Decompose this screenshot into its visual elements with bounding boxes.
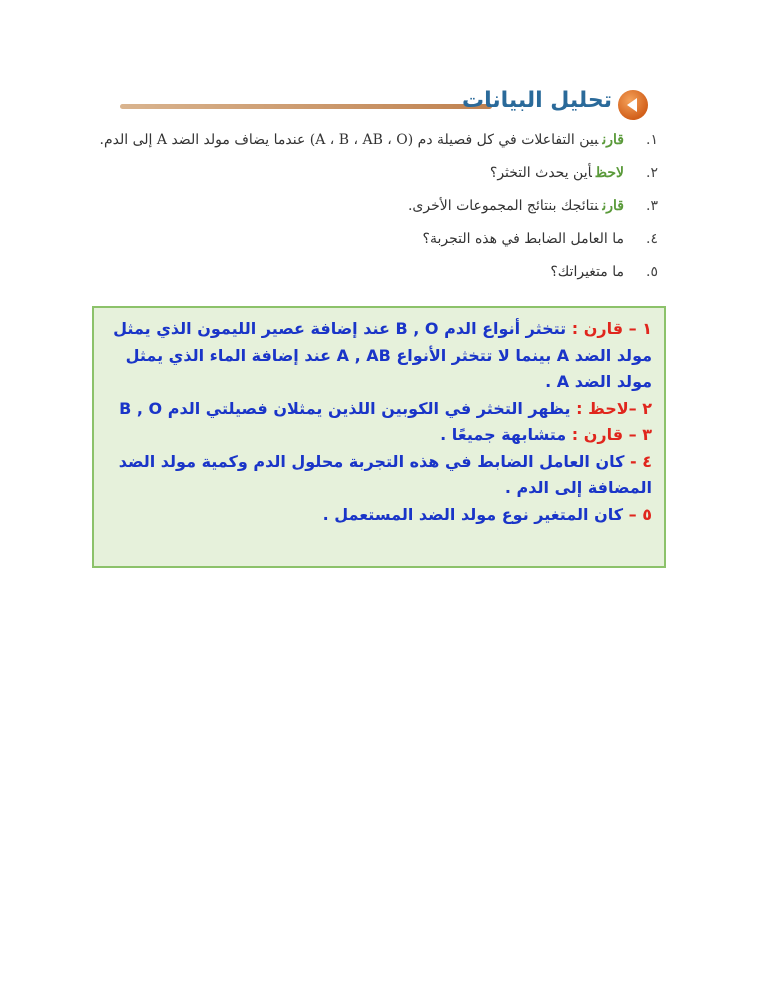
answer-5-label: ٥ –	[628, 504, 652, 524]
answer-1-line-3: مولد الضد A .	[545, 372, 652, 391]
question-number: ١.	[646, 132, 658, 148]
answer-5-text: كان المتغير نوع مولد الضد المستعمل .	[322, 504, 624, 524]
answer-4-text: كان العامل الضابط في هذه التجربة محلول الدم وكمية مولد الضد	[118, 451, 625, 471]
question-item	[110, 190, 658, 223]
question-item	[99, 124, 658, 157]
question-item	[110, 256, 658, 289]
question-text: أين يحدث التخثر؟	[489, 165, 592, 181]
question-keyword: قارن	[602, 132, 624, 148]
question-list	[99, 124, 658, 289]
section-header	[120, 86, 650, 126]
answer-3-text: متشابهة جميعًا .	[440, 425, 567, 444]
question-text: نتائجك بنتائج المجموعات الأخرى.	[407, 198, 599, 214]
answer-1-line-1	[100, 316, 652, 343]
answer-4-line-2: المضافة إلى الدم .	[504, 478, 652, 497]
question-text: بين التفاعلات في كل فصيلة دم (A ، B ، AB ، O) عندما يضاف مولد الضد A إلى الدم.	[99, 132, 599, 148]
question-number: ٥.	[646, 264, 658, 280]
question-keyword: لاحظ	[595, 165, 624, 181]
answer-1-line-2: مولد الضد A بينما لا تتخثر الأنواع A , AB عند إضافة الماء الذي يمثل	[125, 345, 652, 365]
header-divider-line	[120, 104, 492, 109]
question-text: ما متغيراتك؟	[550, 264, 624, 280]
question-number: ٣.	[646, 198, 658, 214]
question-text: ما العامل الضابط في هذه التجربة؟	[422, 231, 624, 247]
section-title: تحليل البيانات	[461, 88, 612, 113]
answer-2	[100, 396, 652, 423]
answer-2-text: يظهر التخثر في الكوبين اللذين يمثلان فصيلتي الدم B , O	[119, 398, 571, 418]
question-number: ٤.	[646, 231, 658, 247]
answer-3	[100, 422, 652, 449]
question-keyword: قارن	[602, 198, 624, 214]
answer-text-block	[94, 308, 664, 528]
answer-5	[100, 502, 652, 529]
answer-4-line-1	[100, 449, 652, 476]
play-arrow-icon	[618, 90, 648, 120]
question-item	[110, 157, 658, 190]
answer-1-label: ١ – قارن :	[571, 319, 652, 338]
answer-3-label: ٣ – قارن :	[571, 425, 652, 444]
answer-1-text: تتخثر أنواع الدم B , O عند إضافة عصير الليمون الذي يمثل	[113, 319, 567, 338]
question-item	[110, 223, 658, 256]
answer-2-label: ٢ –لاحظ :	[576, 398, 652, 418]
question-number: ٢.	[646, 165, 658, 181]
answer-4-label: ٤ -	[630, 451, 652, 471]
answer-box	[92, 306, 666, 568]
